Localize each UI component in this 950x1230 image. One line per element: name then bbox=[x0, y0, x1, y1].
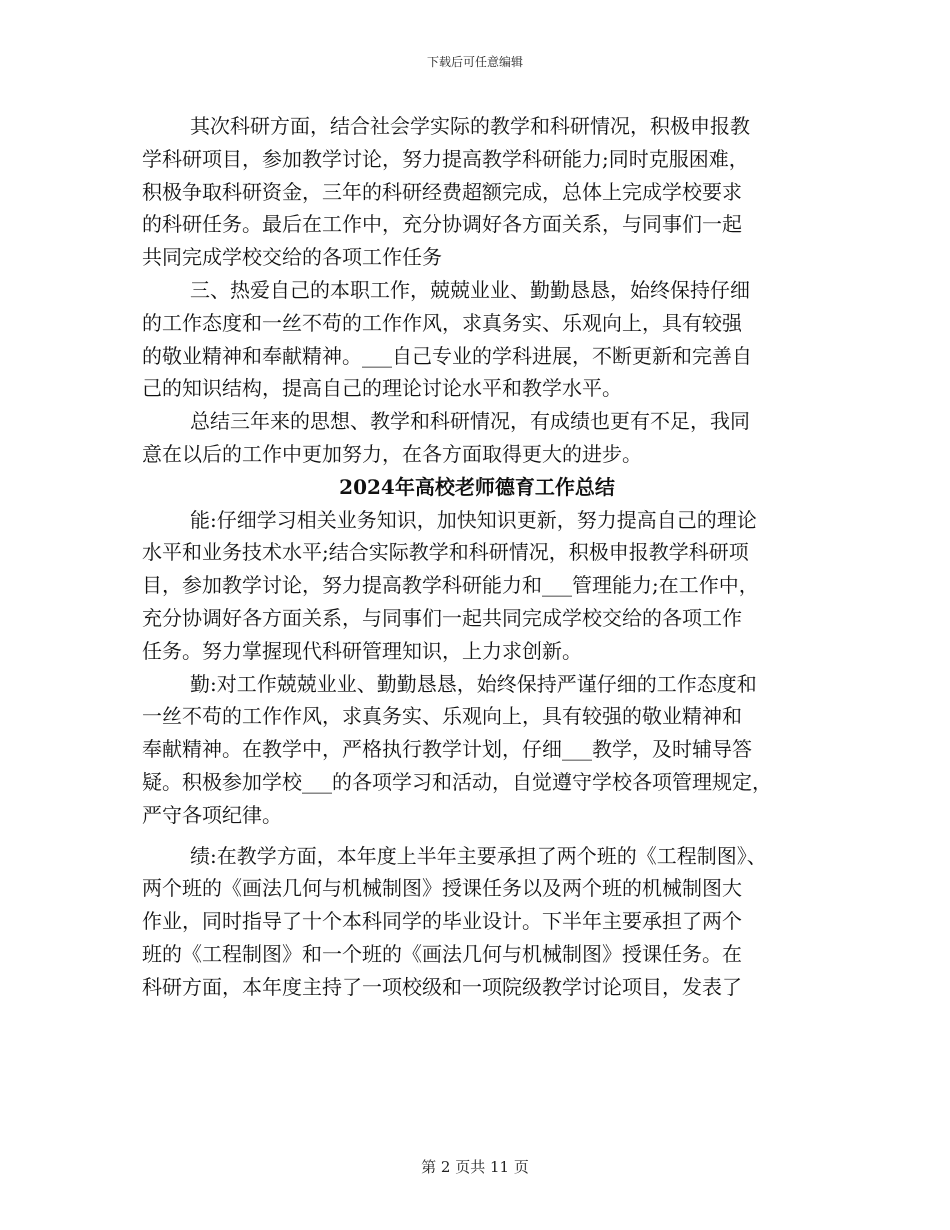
text-line: 疑。积极参加学校___的各项学习和活动，自觉遵守学校各项管理规定， bbox=[142, 769, 772, 794]
text-line: 任务。努力掌握现代科研管理知识，上力求创新。 bbox=[142, 638, 582, 663]
text-line: 水平和业务技术水平;结合实际教学和科研情况，积极申报教学科研项 bbox=[142, 540, 749, 565]
text-line: 一丝不苟的工作作风，求真务实、乐观向上，具有较强的敬业精神和 bbox=[142, 704, 742, 729]
text-line: 充分协调好各方面关系，与同事们一起共同完成学校交给的各项工作 bbox=[142, 605, 742, 630]
text-line: 三、热爱自己的本职工作，兢兢业业、勤勤恳恳，始终保持仔细 bbox=[190, 277, 750, 302]
text-line: 其次科研方面，结合社会学实际的教学和科研情况，积极申报教 bbox=[190, 114, 750, 138]
text-line: 意在以后的工作中更加努力，在各方面取得更大的进步。 bbox=[142, 441, 642, 466]
paragraph bbox=[142, 274, 812, 405]
text-line: 能:仔细学习相关业务知识，加快知识更新，努力提高自己的理论 bbox=[190, 507, 757, 532]
paragraph bbox=[142, 405, 812, 471]
paragraph bbox=[142, 110, 812, 274]
text-line: 目，参加教学讨论，努力提高教学科研能力和___管理能力;在工作中， bbox=[142, 573, 759, 598]
paragraph bbox=[142, 668, 812, 832]
text-line: 勤:对工作兢兢业业、勤勤恳恳，始终保持严谨仔细的工作态度和 bbox=[190, 671, 757, 696]
text-line: 积极争取科研资金，三年的科研经费超额完成，总体上完成学校要求 bbox=[142, 179, 742, 204]
text-line: 学科研项目，参加教学讨论，努力提高教学科研能力;同时克服困难， bbox=[142, 146, 749, 171]
text-line: 班的《工程制图》和一个班的《画法几何与机械制图》授课任务。在 bbox=[142, 941, 742, 966]
text-line: 己的知识结构，提高自己的理论讨论水平和教学水平。 bbox=[142, 376, 622, 401]
paragraph bbox=[142, 840, 812, 1004]
text-line: 两个班的《画法几何与机械制图》授课任务以及两个班的机械制图大 bbox=[142, 876, 742, 901]
paragraph bbox=[142, 504, 812, 668]
section-title: 2024年高校老师德育工作总结 bbox=[339, 474, 615, 499]
document-body bbox=[142, 110, 812, 1004]
page-header: 下载后可任意编辑 bbox=[426, 55, 523, 69]
text-line: 科研方面，本年度主持了一项校级和一项院级教学讨论项目，发表了 bbox=[142, 974, 742, 999]
text-line: 的科研任务。最后在工作中，充分协调好各方面关系，与同事们一起 bbox=[142, 212, 742, 237]
text-line: 的敬业精神和奉献精神。___自己专业的学科进展，不断更新和完善自 bbox=[142, 343, 752, 368]
text-line: 奉献精神。在教学中，严格执行教学计划，仔细___教学，及时辅导答 bbox=[142, 737, 752, 762]
paragraph-gap bbox=[142, 832, 812, 840]
page-footer: 第 2 页共 11 页 bbox=[421, 1158, 529, 1176]
text-line: 绩:在教学方面，本年度上半年主要承担了两个班的《工程制图》、 bbox=[190, 843, 767, 868]
text-line: 共同完成学校交给的各项工作任务 bbox=[142, 245, 442, 270]
text-line: 总结三年来的思想、教学和科研情况，有成绩也更有不足，我同 bbox=[190, 409, 750, 434]
text-line: 的工作态度和一丝不苟的工作作风，求真务实、乐观向上，具有较强 bbox=[142, 310, 742, 335]
text-line: 严守各项纪律。 bbox=[142, 802, 282, 827]
text-line: 作业，同时指导了十个本科同学的毕业设计。下半年主要承担了两个 bbox=[142, 909, 742, 934]
